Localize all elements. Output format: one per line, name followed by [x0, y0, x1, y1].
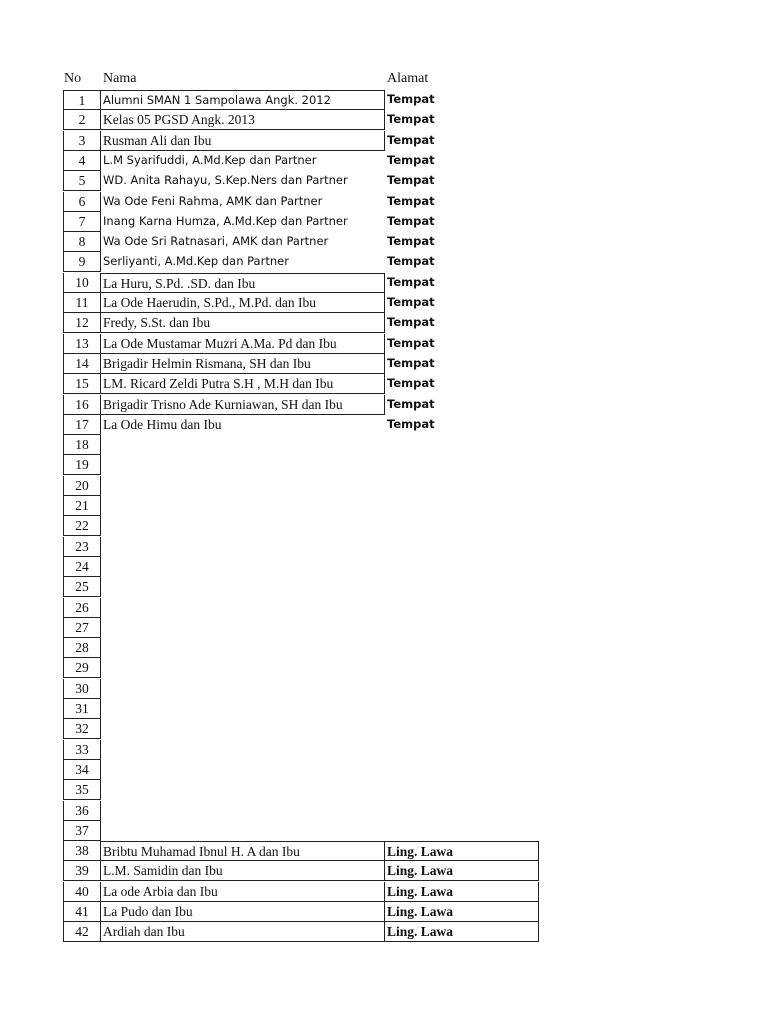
- table-row: [0, 557, 768, 577]
- table-row: [0, 740, 768, 760]
- table-row: [0, 699, 768, 719]
- table-row: [0, 598, 768, 618]
- guest-address: [385, 780, 539, 800]
- guest-address: Ling. Lawa: [385, 922, 539, 942]
- row-number: 32: [63, 719, 101, 739]
- row-number: 36: [63, 801, 101, 821]
- table-row: [0, 455, 768, 475]
- row-number: 12: [63, 313, 101, 333]
- guest-address: [385, 740, 539, 760]
- table-row: [0, 192, 768, 212]
- row-number: 19: [63, 455, 101, 475]
- row-number: 38: [63, 841, 101, 861]
- guest-name: [101, 557, 385, 577]
- column-header-alamat: Alamat: [387, 71, 429, 86]
- guest-name: [101, 658, 385, 678]
- row-number: 20: [63, 476, 101, 496]
- row-number: 31: [63, 699, 101, 719]
- row-number: 41: [63, 902, 101, 922]
- guest-address: Ling. Lawa: [385, 841, 539, 861]
- table-row: [0, 618, 768, 638]
- table-row: [0, 638, 768, 658]
- guest-name: La Pudo dan Ibu: [101, 902, 385, 922]
- table-row: [0, 131, 768, 151]
- guest-name: Inang Karna Humza, A.Md.Kep dan Partner: [103, 213, 348, 228]
- table-row: [0, 861, 768, 881]
- row-number: 17: [63, 415, 101, 435]
- guest-name: La Ode Himu dan Ibu: [103, 416, 222, 432]
- guest-name: [101, 516, 385, 536]
- guest-address: [385, 496, 539, 516]
- guest-name: [101, 638, 385, 658]
- guest-address: Tempat: [387, 376, 435, 391]
- table-row: [0, 273, 768, 293]
- table-row: [0, 313, 768, 333]
- guest-name: La Ode Mustamar Muzri A.Ma. Pd dan Ibu: [101, 334, 385, 354]
- table-row: [0, 922, 768, 942]
- guest-name: [101, 719, 385, 739]
- row-number: 1: [63, 90, 101, 110]
- row-number: 26: [63, 598, 101, 618]
- row-number: 18: [63, 435, 101, 455]
- guest-address: Tempat: [387, 416, 435, 431]
- guest-address: Tempat: [387, 132, 435, 147]
- guest-name: La Ode Haerudin, S.Pd., M.Pd. dan Ibu: [101, 293, 385, 313]
- guest-address: Ling. Lawa: [385, 902, 539, 922]
- guest-name: [101, 496, 385, 516]
- table-row: [0, 577, 768, 597]
- guest-address: [385, 577, 539, 597]
- guest-address: [385, 658, 539, 678]
- guest-address: [385, 476, 539, 496]
- guest-address: Tempat: [387, 152, 435, 167]
- table-row: [0, 374, 768, 394]
- guest-name: Rusman Ali dan Ibu: [101, 131, 385, 151]
- guest-address: [385, 699, 539, 719]
- row-number: 2: [63, 110, 101, 130]
- guest-name: Fredy, S.St. dan Ibu: [101, 313, 385, 333]
- guest-name: [101, 780, 385, 800]
- guest-address: [385, 516, 539, 536]
- guest-address: [385, 618, 539, 638]
- table-row: [0, 902, 768, 922]
- row-number: 10: [63, 273, 101, 293]
- guest-address: Ling. Lawa: [385, 861, 539, 881]
- guest-name: L.M. Samidin dan Ibu: [101, 861, 385, 881]
- guest-name: [101, 618, 385, 638]
- table-row: [0, 415, 768, 435]
- guest-address: Tempat: [387, 193, 435, 208]
- row-number: 30: [63, 679, 101, 699]
- guest-name: Wa Ode Feni Rahma, AMK dan Partner: [103, 193, 323, 208]
- guest-name: Wa Ode Sri Ratnasari, AMK dan Partner: [103, 234, 329, 249]
- table-row: [0, 151, 768, 171]
- guest-address: Tempat: [387, 213, 435, 228]
- guest-name: [101, 598, 385, 618]
- guest-name: [101, 821, 385, 841]
- guest-address: Tempat: [387, 355, 435, 370]
- guest-name: Alumni SMAN 1 Sampolawa Angk. 2012: [101, 90, 385, 110]
- column-header-no: No: [64, 71, 82, 86]
- guest-address: Tempat: [387, 396, 435, 411]
- row-number: 35: [63, 780, 101, 800]
- guest-name: [101, 679, 385, 699]
- guest-address: [385, 821, 539, 841]
- guest-name: [101, 455, 385, 475]
- guest-name: [101, 740, 385, 760]
- row-number: 42: [63, 922, 101, 942]
- guest-name: [101, 577, 385, 597]
- guest-name: [101, 476, 385, 496]
- row-number: 22: [63, 516, 101, 536]
- row-number: 29: [63, 658, 101, 678]
- row-number: 34: [63, 760, 101, 780]
- guest-name: Ardiah dan Ibu: [101, 922, 385, 942]
- row-number: 8: [63, 232, 101, 252]
- row-number: 5: [63, 171, 101, 191]
- table-row: [0, 110, 768, 130]
- guest-name: La Huru, S.Pd. .SD. dan Ibu: [101, 273, 385, 293]
- guest-name: L.M Syarifuddi, A.Md.Kep dan Partner: [103, 152, 317, 167]
- guest-address: Tempat: [387, 92, 435, 106]
- table-row: [0, 760, 768, 780]
- row-number: 37: [63, 821, 101, 841]
- guest-name: Serliyanti, A.Md.Kep dan Partner: [103, 254, 289, 269]
- table-row: [0, 516, 768, 536]
- guest-name: [101, 537, 385, 557]
- guest-name: [101, 760, 385, 780]
- table-row: [0, 679, 768, 699]
- table-row: [0, 780, 768, 800]
- table-row: [0, 821, 768, 841]
- row-number: 14: [63, 354, 101, 374]
- table-row: [0, 537, 768, 557]
- table-row: [0, 658, 768, 678]
- row-number: 3: [63, 131, 101, 151]
- row-number: 11: [63, 293, 101, 313]
- table-row: [0, 293, 768, 313]
- guest-address: Tempat: [387, 274, 435, 289]
- guest-address: [385, 598, 539, 618]
- guest-address: Tempat: [387, 335, 435, 350]
- guest-name: [101, 699, 385, 719]
- column-header-nama: Nama: [103, 71, 137, 86]
- guest-name: La ode Arbia dan Ibu: [101, 882, 385, 902]
- row-number: 15: [63, 374, 101, 394]
- table-row: [0, 212, 768, 232]
- guest-address: Tempat: [387, 112, 435, 127]
- row-number: 39: [63, 861, 101, 881]
- guest-name: [101, 801, 385, 821]
- guest-address: [385, 455, 539, 475]
- row-number: 27: [63, 618, 101, 638]
- row-number: 4: [63, 151, 101, 171]
- table-row: [0, 252, 768, 272]
- guest-name: Brigadir Trisno Ade Kurniawan, SH dan Ibu: [101, 395, 385, 415]
- row-number: 7: [63, 212, 101, 232]
- row-number: 21: [63, 496, 101, 516]
- guest-address: Tempat: [387, 254, 435, 269]
- row-number: 28: [63, 638, 101, 658]
- guest-name: Brigadir Helmin Rismana, SH dan Ibu: [101, 354, 385, 374]
- table-row: [0, 354, 768, 374]
- row-number: 23: [63, 537, 101, 557]
- table-row: [0, 882, 768, 902]
- row-number: 13: [63, 334, 101, 354]
- row-number: 33: [63, 740, 101, 760]
- table-row: [0, 395, 768, 415]
- guest-address: [385, 801, 539, 821]
- guest-name: Kelas 05 PGSD Angk. 2013: [101, 110, 385, 130]
- guest-name: WD. Anita Rahayu, S.Kep.Ners dan Partner: [103, 173, 348, 188]
- guest-address: [385, 638, 539, 658]
- guest-address: [385, 760, 539, 780]
- row-number: 16: [63, 395, 101, 415]
- guest-address: Tempat: [387, 234, 435, 249]
- guest-address: Tempat: [387, 173, 435, 188]
- row-number: 6: [63, 192, 101, 212]
- table-row: [0, 435, 768, 455]
- table-row: [0, 232, 768, 252]
- table-row: [0, 334, 768, 354]
- row-number: 9: [63, 252, 101, 272]
- guest-address: [385, 719, 539, 739]
- guest-address: Tempat: [387, 295, 435, 309]
- table-row: [0, 801, 768, 821]
- table-row: [0, 171, 768, 191]
- guest-address: [385, 435, 539, 455]
- table-row: [0, 719, 768, 739]
- row-number: 25: [63, 577, 101, 597]
- table-row: [0, 476, 768, 496]
- guest-name: [101, 435, 385, 455]
- row-number: 40: [63, 882, 101, 902]
- guest-name: Bribtu Muhamad Ibnul H. A dan Ibu: [101, 841, 385, 861]
- table-row: [0, 496, 768, 516]
- table-row: [0, 841, 768, 861]
- table-row: [0, 90, 768, 110]
- guest-address: [385, 537, 539, 557]
- guest-address: [385, 679, 539, 699]
- guest-name: LM. Ricard Zeldi Putra S.H , M.H dan Ibu: [101, 374, 385, 394]
- guest-address: [385, 557, 539, 577]
- row-number: 24: [63, 557, 101, 577]
- guest-address: Tempat: [387, 315, 435, 330]
- guest-address: Ling. Lawa: [385, 882, 539, 902]
